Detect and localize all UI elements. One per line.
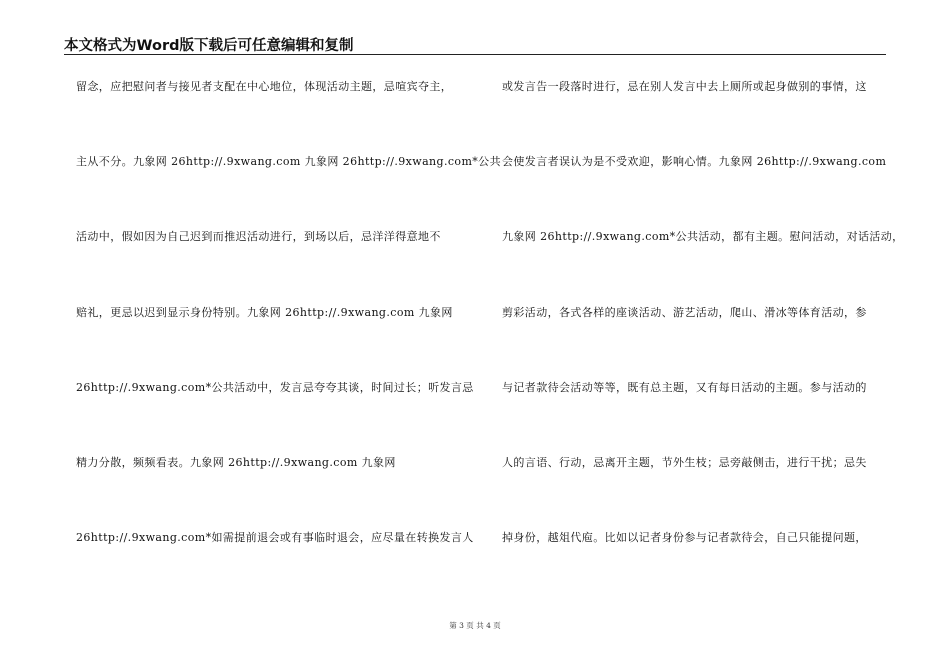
text-line: 或发言告一段落时进行，忌在别人发言中去上厕所或起身做别的事情，这 — [502, 80, 867, 93]
right-column — [502, 70, 902, 596]
text-line: 与记者款待会活动等等，既有总主题，又有每日活动的主题。参与活动的 — [502, 380, 867, 394]
text-line: 赔礼，更忌以迟到显示身份特别。九象网 26http://.9xwang.com 九象网 — [76, 305, 453, 319]
text-line: 九象网 26http://.9xwang.com*公共活动，都有主题。慰问活动，对话活动， — [502, 230, 904, 244]
document-header — [64, 28, 886, 55]
page-number: 第 3 页 共 4 页 — [449, 621, 501, 630]
text-line: 26http://.9xwang.com*如需提前退会或有事临时退会，应尽量在转换发言人 — [76, 531, 474, 545]
text-line: 会使发言者误认为是不受欢迎，影响心情。九象网 26http://.9xwang.com — [502, 155, 887, 169]
header-title: 本文格式为Word版下载后可任意编辑和复制 — [64, 38, 354, 54]
text-line: 人的言语、行动，忌离开主题，节外生枝；忌旁敲侧击，进行干扰；忌失 — [502, 455, 867, 469]
text-line: 主从不分。九象网 26http://.9xwang.com 九象网 26http://.9xwang.com*公共 — [76, 155, 501, 169]
text-line: 掉身份，越俎代庖。比如以记者身份参与记者款待会，自己只能提问题， — [502, 531, 867, 545]
text-line: 26http://.9xwang.com*公共活动中，发言忌夸夸其谈，时间过长；听发言忌 — [76, 380, 474, 394]
text-line: 留念，应把慰问者与接见者支配在中心地位，体现活动主题，忌喧宾夺主， — [76, 80, 453, 93]
text-line: 剪彩活动，各式各样的座谈活动、游艺活动，爬山、滑冰等体育活动，参 — [502, 305, 867, 319]
text-line: 活动中，假如因为自己迟到而推迟活动进行，到场以后，忌洋洋得意地不 — [76, 230, 441, 244]
text-line: 精力分散，频频看表。九象网 26http://.9xwang.com 九象网 — [76, 455, 396, 469]
left-column — [76, 70, 501, 596]
